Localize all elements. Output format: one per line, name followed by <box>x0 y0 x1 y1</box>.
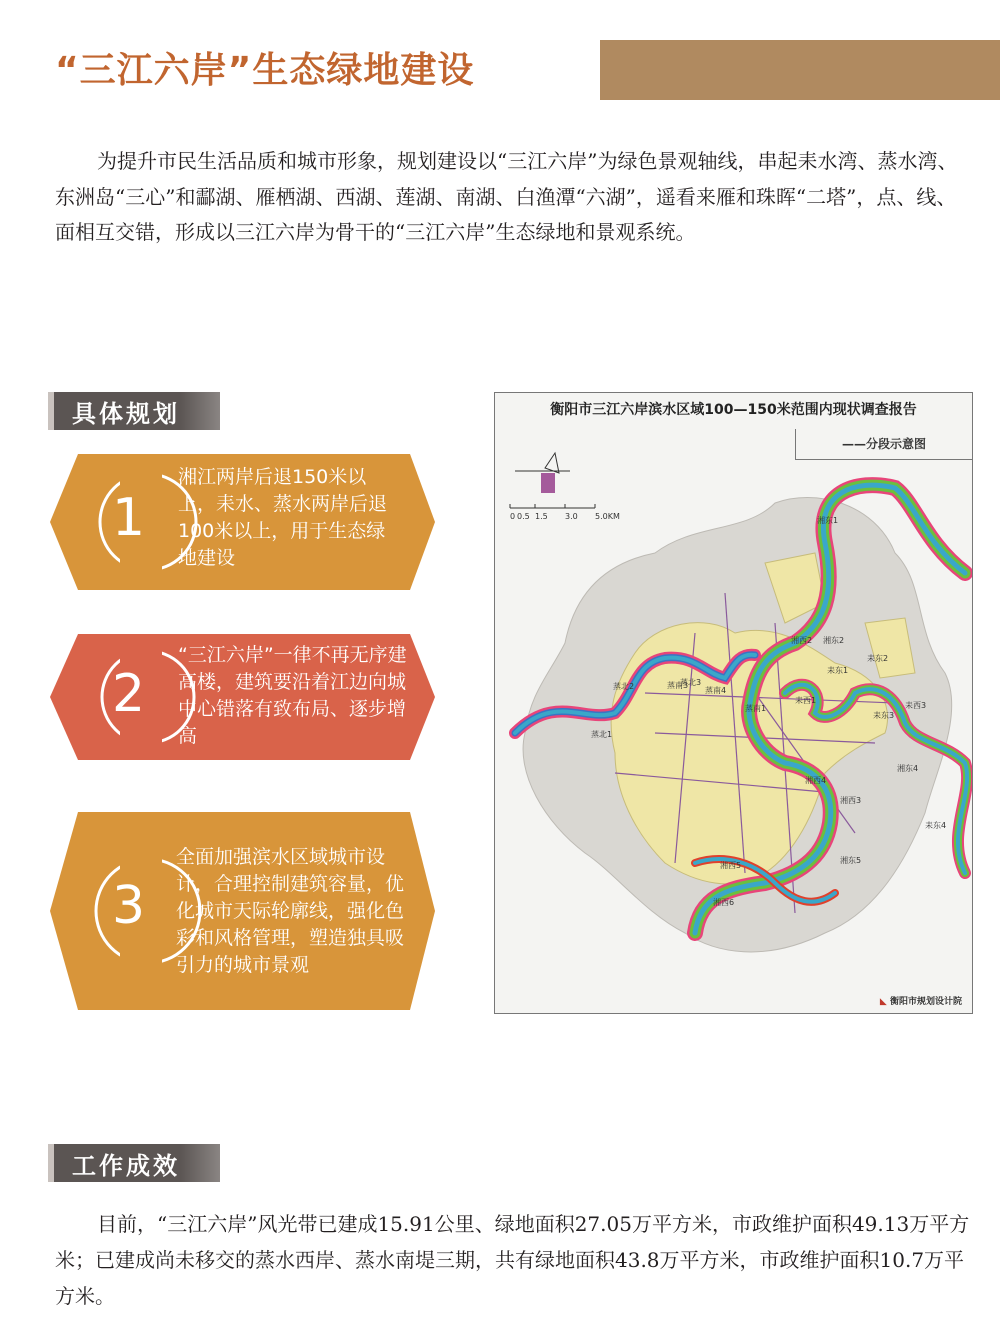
plan-card-1 <box>50 454 435 590</box>
north-arrow-icon <box>515 453 570 493</box>
scale-tick-label: 3.0 <box>565 512 578 521</box>
map-credit-text: 衡阳市规划设计院 <box>889 997 962 1007</box>
scale-tick-label: 0.5 <box>517 512 530 521</box>
map-subtitle: ——分段示意图 <box>795 429 972 460</box>
map-segment-label: 蒸北2 <box>613 682 635 691</box>
scale-tick-label: 1.5 <box>535 512 548 521</box>
map-segment-label: 湘东4 <box>897 764 919 773</box>
map-segment-label: 湘西2 <box>791 636 813 645</box>
map-segment-label: 湘东5 <box>840 856 862 865</box>
map-segment-label: 蒸南4 <box>705 686 727 695</box>
map-segment-label: 耒西3 <box>905 701 927 710</box>
map-segment-label: 湘东1 <box>817 516 839 525</box>
plan-card-2-number: 2 <box>112 664 146 724</box>
map-segment-label: 蒸北1 <box>591 730 613 739</box>
section-heading-results <box>48 1144 220 1182</box>
plan-card-3-number: 3 <box>112 876 146 936</box>
map-segment-label: 湘西5 <box>720 861 742 870</box>
map-segment-label: 蒸北3 <box>680 678 702 687</box>
map-title: 衡阳市三江六岸滨水区域100—150米范围内现状调查报告 <box>550 402 917 418</box>
map-drawing <box>495 393 972 1013</box>
plan-card-2 <box>50 634 435 760</box>
section-heading-plan <box>48 392 220 430</box>
map-segment-label: 蒸南1 <box>745 704 767 713</box>
section-heading-plan-label: 具体规划 <box>72 398 180 428</box>
scale-tick-label: 0 <box>510 512 516 521</box>
plan-card-1-text: 湘江两岸后退150米以上，耒水、蒸水两岸后退100米以上，用于生态绿地建设 <box>178 466 388 569</box>
map-credit <box>880 994 962 1007</box>
plan-card-3-text: 全面加强滨水区域城市设计，合理控制建筑容量，优化城市天际轮廓线，强化色彩和风格管理，塑造独具吸引力的城市景观 <box>176 846 405 976</box>
map-segment-label: 耒东1 <box>827 666 849 675</box>
results-paragraph: 目前，“三江六岸”风光带已建成15.91公里、绿地面积27.05万平方米，市政维护面积49.13万平方米；已建成尚未移交的蒸水西岸、蒸水南堤三期，共有绿地面积43.8万平方米，市政维护面积10.7万平方米。 <box>55 1212 970 1308</box>
map-segment-label: 湘西6 <box>713 898 735 907</box>
map-segment-label: 耒东2 <box>867 654 889 663</box>
section-heading-results-label: 工作成效 <box>72 1150 180 1180</box>
plan-card-2-text: “三江六岸”一律不再无序建高楼，建筑要沿着江边向城中心错落有致布局、逐步增高 <box>178 644 407 747</box>
map-segment-label: 耒西1 <box>795 696 817 705</box>
page-title: “三江六岸”生态绿地建设 <box>55 50 475 91</box>
scale-bar <box>510 504 595 508</box>
scale-tick-label: 5.0KM <box>595 512 620 521</box>
map-segment-label: 湘西3 <box>840 796 862 805</box>
map-segment-label: 湘西4 <box>805 776 827 785</box>
map-figure <box>494 392 973 1014</box>
map-segment-label: 湘东2 <box>823 636 845 645</box>
plan-card-1-number: 1 <box>112 488 146 548</box>
plan-card-3 <box>50 812 435 1010</box>
map-credit-logo-icon: ◣ <box>879 997 887 1007</box>
map-segment-label: 耒东3 <box>873 711 895 720</box>
title-accent-bar <box>600 40 1000 100</box>
map-segment-label: 耒东4 <box>925 821 947 830</box>
intro-paragraph: 为提升市民生活品质和城市形象，规划建设以“三江六岸”为绿色景观轴线，串起耒水湾、蒸水湾、东洲岛“三心”和酃湖、雁栖湖、西湖、莲湖、南湖、白渔潭“六湖”，遥看来雁和珠晖“二塔”，点、线、面相互交错，形成以三江六岸为骨干的“三江六岸”生态绿地和景观系统。 <box>55 149 958 244</box>
map-segment-label: 蒸南3 <box>667 681 689 690</box>
